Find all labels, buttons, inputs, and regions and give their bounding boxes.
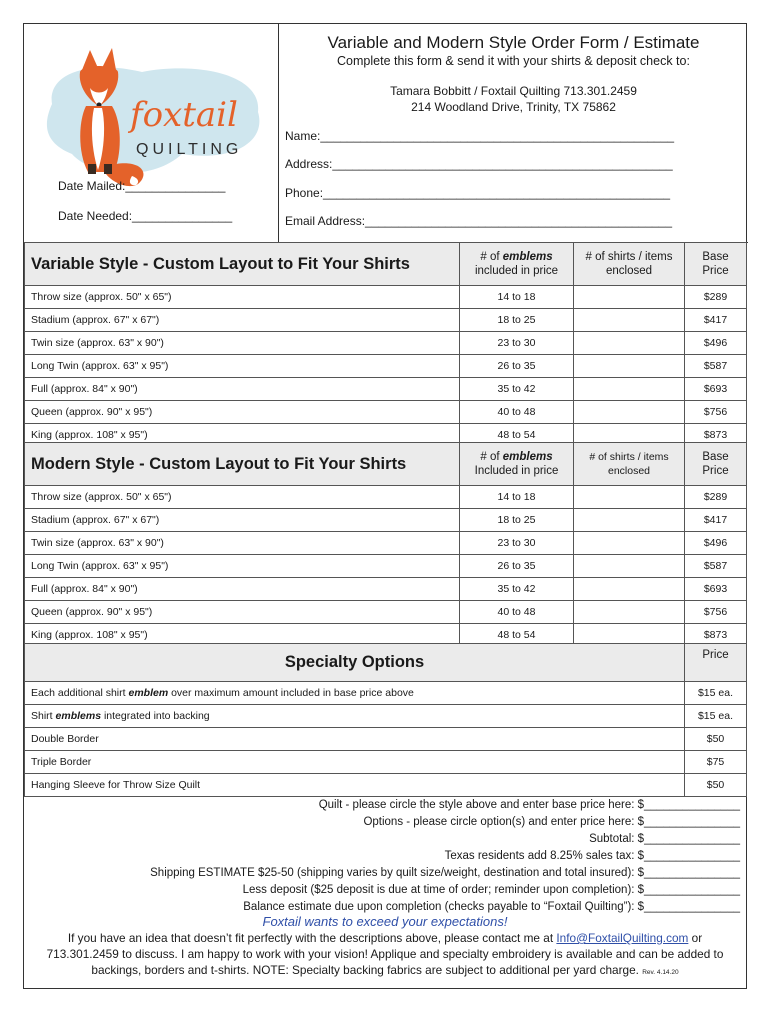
subtotal-line[interactable]: Subtotal: $_______________: [589, 833, 740, 845]
order-form: [23, 23, 747, 989]
col-price-header: Base Price: [685, 243, 747, 286]
emblems-cell: 26 to 35: [460, 355, 574, 378]
price-cell: $496: [685, 532, 747, 555]
price-cell: $873: [685, 624, 747, 647]
balance-line[interactable]: Balance estimate due upon completion (checks payable to “Foxtail Quilting”): $_______________: [243, 901, 740, 913]
shirts-count-cell[interactable]: [574, 509, 685, 532]
shirts-count-cell[interactable]: [574, 578, 685, 601]
deposit-line[interactable]: Less deposit ($25 deposit is due at time of order; reminder upon completion): $_______________: [242, 884, 740, 896]
size-cell: Stadium (approx. 67" x 67"): [25, 509, 460, 532]
footer-note: If you have an idea that doesn’t fit perfectly with the descriptions above, please contact me at Info@FoxtailQuilting.com or 713.301.2459 to discuss. I am happy to work with your vision! Applique and specialty embroidery is available and can be added to backings, borders and t-shirts. NOTE: Specialty backing fabrics are subject to additional per yard charge. Rev. 4.14.20: [46, 931, 724, 977]
option-price: $15 ea.: [685, 682, 747, 705]
emblems-cell: 40 to 48: [460, 601, 574, 624]
size-cell: Full (approx. 84" x 90"): [25, 578, 460, 601]
logo-text-quilting: QUILTING: [136, 141, 243, 158]
header-right-panel: [279, 24, 748, 242]
price-cell: $587: [685, 555, 747, 578]
variable-header-row: [25, 243, 747, 286]
option-label: Each additional shirt emblem over maximum amount included in base price above: [25, 682, 685, 705]
phone-field[interactable]: Phone:____________________________________________________: [285, 186, 671, 200]
modern-header-row: [25, 443, 747, 486]
header-left-panel: [24, 24, 279, 242]
size-cell: King (approx. 108" x 95"): [25, 624, 460, 647]
table-row: [25, 774, 747, 797]
shirts-count-cell[interactable]: [574, 355, 685, 378]
option-label: Hanging Sleeve for Throw Size Quilt: [25, 774, 685, 797]
option-price: $50: [685, 774, 747, 797]
table-row: [25, 601, 747, 624]
price-cell: $756: [685, 401, 747, 424]
shirts-count-cell[interactable]: [574, 378, 685, 401]
modern-style-title: Modern Style - Custom Layout to Fit Your Shirts: [25, 443, 460, 486]
revision-label: Rev. 4.14.20: [642, 969, 679, 976]
option-label: Shirt emblems integrated into backing: [25, 705, 685, 728]
shipping-estimate-line[interactable]: Shipping ESTIMATE $25-50 (shipping varies by quilt size/weight, destination and total insured): $_______________: [150, 867, 740, 879]
table-row: [25, 532, 747, 555]
col-shirts-header: # of shirts / items enclosed: [574, 443, 685, 486]
shirts-count-cell[interactable]: [574, 401, 685, 424]
size-cell: Stadium (approx. 67" x 67"): [25, 309, 460, 332]
table-row: [25, 509, 747, 532]
emblems-cell: 23 to 30: [460, 532, 574, 555]
price-cell: $873: [685, 424, 747, 447]
shirts-count-cell[interactable]: [574, 286, 685, 309]
name-field[interactable]: Name:_____________________________________________________: [285, 129, 675, 143]
table-row: [25, 578, 747, 601]
options-price-line[interactable]: Options - please circle option(s) and enter price here: $_______________: [363, 816, 740, 828]
col-shirts-header: # of shirts / items enclosed: [574, 243, 685, 286]
page-subtitle: Complete this form & send it with your shirts & deposit check to:: [337, 54, 690, 68]
price-cell: $417: [685, 509, 747, 532]
table-row: [25, 705, 747, 728]
option-price: $75: [685, 751, 747, 774]
quilt-price-line[interactable]: Quilt - please circle the style above and enter base price here: $_______________: [318, 799, 740, 811]
emblems-cell: 35 to 42: [460, 578, 574, 601]
table-row: [25, 682, 747, 705]
specialty-options-table: [24, 643, 747, 797]
foxtail-logo: [32, 42, 272, 190]
variable-style-table: [24, 242, 747, 447]
shirts-count-cell[interactable]: [574, 601, 685, 624]
emblems-cell: 26 to 35: [460, 555, 574, 578]
option-label: Triple Border: [25, 751, 685, 774]
size-cell: Queen (approx. 90" x 95"): [25, 601, 460, 624]
address-field[interactable]: Address:___________________________________________________: [285, 157, 673, 171]
shirts-count-cell[interactable]: [574, 332, 685, 355]
col-emblems-header: # of emblems included in price: [460, 243, 574, 286]
option-price: $15 ea.: [685, 705, 747, 728]
emblems-cell: 35 to 42: [460, 378, 574, 401]
size-cell: Twin size (approx. 63" x 90"): [25, 532, 460, 555]
price-cell: $587: [685, 355, 747, 378]
modern-style-table: [24, 442, 747, 647]
table-row: [25, 486, 747, 509]
col-emblems-header: # of emblems Included in price: [460, 443, 574, 486]
size-cell: Long Twin (approx. 63" x 95"): [25, 555, 460, 578]
size-cell: Queen (approx. 90" x 95"): [25, 401, 460, 424]
table-row: [25, 332, 747, 355]
table-row: [25, 751, 747, 774]
table-row: [25, 355, 747, 378]
contact-address: 214 Woodland Drive, Trinity, TX 75862: [411, 100, 616, 114]
price-cell: $417: [685, 309, 747, 332]
table-row: [25, 728, 747, 751]
shirts-count-cell[interactable]: [574, 555, 685, 578]
variable-style-title: Variable Style - Custom Layout to Fit Your Shirts: [25, 243, 460, 286]
emblems-cell: 18 to 25: [460, 309, 574, 332]
price-cell: $693: [685, 578, 747, 601]
specialty-options-title: Specialty Options: [25, 644, 685, 682]
contact-name-phone: Tamara Bobbitt / Foxtail Quilting 713.301.2459: [390, 84, 637, 98]
email-address-field[interactable]: Email Address:______________________________________________: [285, 214, 673, 228]
size-cell: King (approx. 108" x 95"): [25, 424, 460, 447]
promise-text: Foxtail wants to exceed your expectations!: [262, 914, 508, 929]
specialty-price-header: Price: [685, 644, 747, 682]
price-cell: $756: [685, 601, 747, 624]
price-cell: $289: [685, 286, 747, 309]
form-header: [24, 24, 748, 243]
option-label: Double Border: [25, 728, 685, 751]
contact-email-link[interactable]: Info@FoxtailQuilting.com: [556, 931, 689, 945]
shirts-count-cell[interactable]: [574, 309, 685, 332]
size-cell: Throw size (approx. 50" x 65"): [25, 486, 460, 509]
specialty-header-row: [25, 644, 747, 682]
emblems-cell: 40 to 48: [460, 401, 574, 424]
page-title: Variable and Modern Style Order Form / Estimate: [327, 33, 700, 52]
date-needed-field[interactable]: Date Needed:_______________: [58, 209, 233, 223]
date-mailed-field[interactable]: Date Mailed:_______________: [58, 179, 226, 193]
size-cell: Throw size (approx. 50" x 65"): [25, 286, 460, 309]
emblems-cell: 23 to 30: [460, 332, 574, 355]
emblems-cell: 48 to 54: [460, 624, 574, 647]
emblems-cell: 14 to 18: [460, 486, 574, 509]
shirts-count-cell[interactable]: [574, 486, 685, 509]
table-row: [25, 401, 747, 424]
price-cell: $496: [685, 332, 747, 355]
sales-tax-line[interactable]: Texas residents add 8.25% sales tax: $_______________: [444, 850, 740, 862]
size-cell: Long Twin (approx. 63" x 95"): [25, 355, 460, 378]
logo-text-foxtail: foxtail: [130, 95, 238, 135]
emblems-cell: 48 to 54: [460, 424, 574, 447]
emblems-cell: 14 to 18: [460, 286, 574, 309]
emblems-cell: 18 to 25: [460, 509, 574, 532]
size-cell: Twin size (approx. 63" x 90"): [25, 332, 460, 355]
col-price-header: Base Price: [685, 443, 747, 486]
price-cell: $289: [685, 486, 747, 509]
table-row: [25, 286, 747, 309]
table-row: [25, 555, 747, 578]
size-cell: Full (approx. 84" x 90"): [25, 378, 460, 401]
table-row: [25, 309, 747, 332]
table-row: [25, 378, 747, 401]
price-cell: $693: [685, 378, 747, 401]
shirts-count-cell[interactable]: [574, 532, 685, 555]
option-price: $50: [685, 728, 747, 751]
